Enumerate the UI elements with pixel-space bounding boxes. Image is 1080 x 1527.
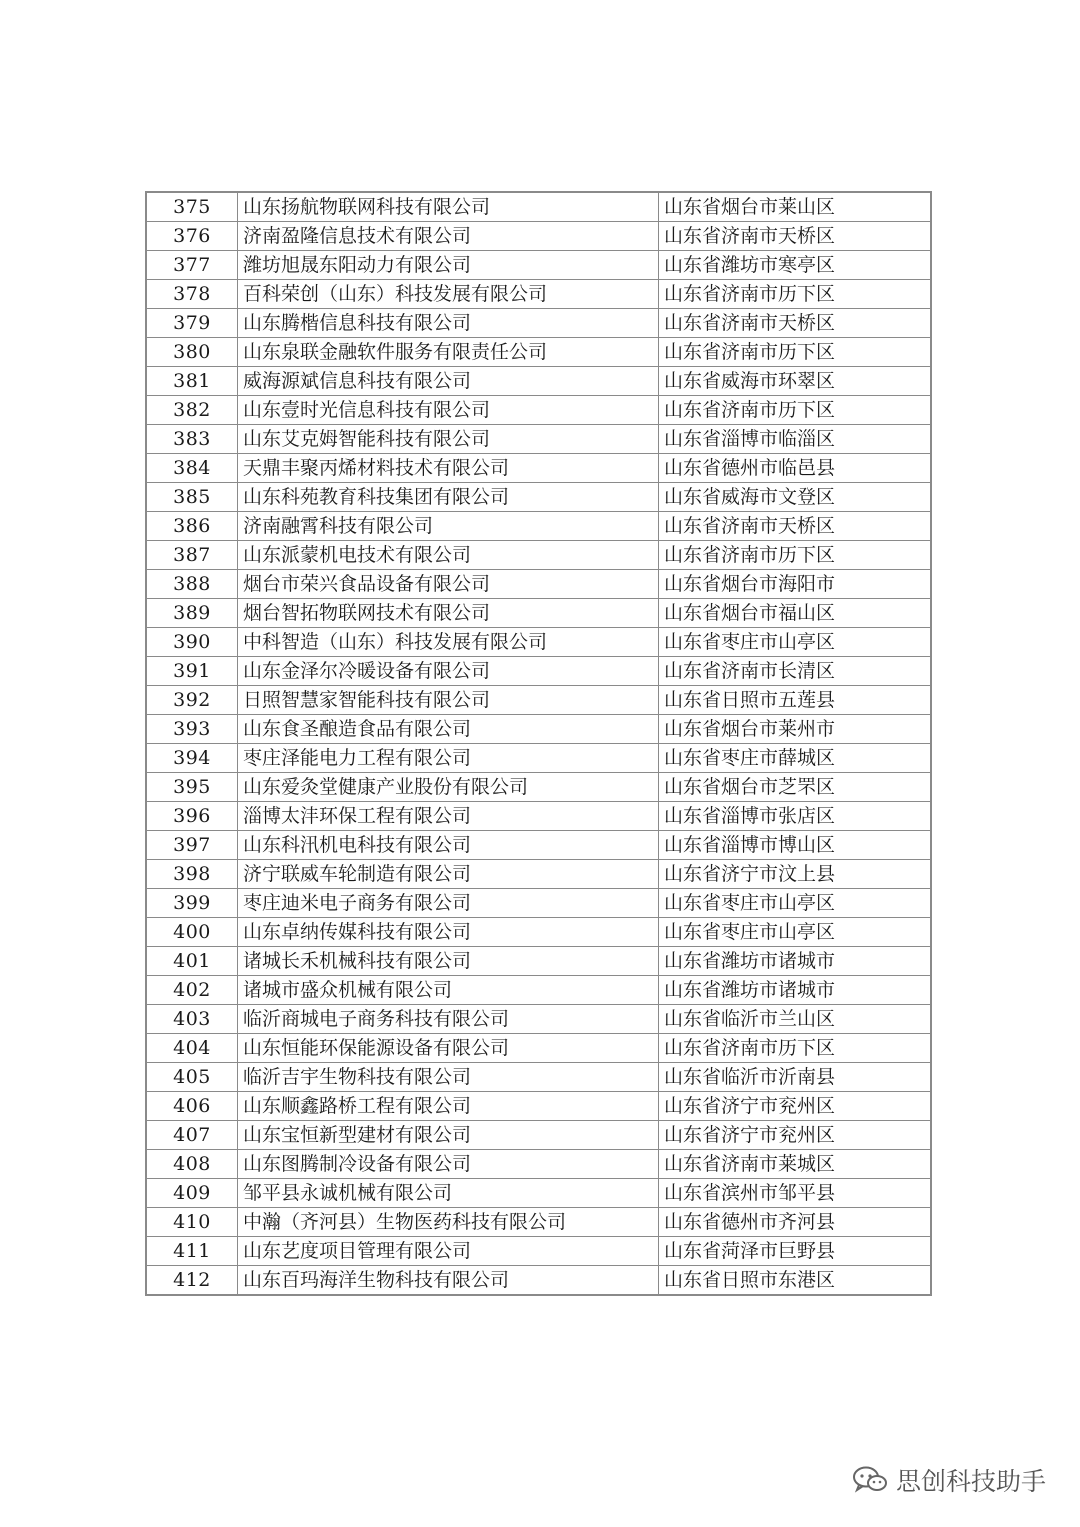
- company-name: 山东派蒙机电技术有限公司: [238, 541, 659, 570]
- company-name: 诸城长禾机械科技有限公司: [238, 947, 659, 976]
- watermark: [852, 1460, 1046, 1500]
- table-row: [146, 802, 931, 831]
- table-row: [146, 686, 931, 715]
- company-location: 山东省济宁市兖州区: [659, 1092, 932, 1121]
- table-row: [146, 570, 931, 599]
- company-name: 淄博太沣环保工程有限公司: [238, 802, 659, 831]
- company-name: 山东扬航物联网科技有限公司: [238, 192, 659, 222]
- row-number: 399: [146, 889, 238, 918]
- table-row: [146, 1208, 931, 1237]
- row-number: 408: [146, 1150, 238, 1179]
- row-number: 412: [146, 1266, 238, 1296]
- company-location: 山东省日照市五莲县: [659, 686, 932, 715]
- company-location: 山东省烟台市芝罘区: [659, 773, 932, 802]
- table-row: [146, 831, 931, 860]
- company-name: 枣庄迪米电子商务有限公司: [238, 889, 659, 918]
- table-row: [146, 541, 931, 570]
- table-row: [146, 1121, 931, 1150]
- company-name: 山东艾克姆智能科技有限公司: [238, 425, 659, 454]
- row-number: 407: [146, 1121, 238, 1150]
- row-number: 392: [146, 686, 238, 715]
- company-location: 山东省济南市长清区: [659, 657, 932, 686]
- row-number: 385: [146, 483, 238, 512]
- company-location: 山东省济宁市兖州区: [659, 1121, 932, 1150]
- row-number: 405: [146, 1063, 238, 1092]
- company-name: 山东泉联金融软件服务有限责任公司: [238, 338, 659, 367]
- row-number: 403: [146, 1005, 238, 1034]
- table-row: [146, 338, 931, 367]
- row-number: 383: [146, 425, 238, 454]
- table-row: [146, 628, 931, 657]
- company-name: 日照智慧家智能科技有限公司: [238, 686, 659, 715]
- company-location: 山东省济南市历下区: [659, 338, 932, 367]
- company-name: 百科荣创（山东）科技发展有限公司: [238, 280, 659, 309]
- company-name: 山东图腾制冷设备有限公司: [238, 1150, 659, 1179]
- company-name: 山东宝恒新型建材有限公司: [238, 1121, 659, 1150]
- company-name: 济南融霄科技有限公司: [238, 512, 659, 541]
- company-name: 山东恒能环保能源设备有限公司: [238, 1034, 659, 1063]
- row-number: 390: [146, 628, 238, 657]
- company-table-body: [146, 192, 931, 1295]
- company-location: 山东省济南市历下区: [659, 541, 932, 570]
- watermark-text: 思创科技助手: [895, 1467, 1046, 1496]
- company-name: 山东腾楷信息科技有限公司: [238, 309, 659, 338]
- company-location: 山东省淄博市博山区: [659, 831, 932, 860]
- table-row: [146, 396, 931, 425]
- company-name: 山东壹时光信息科技有限公司: [238, 396, 659, 425]
- company-name: 济南盈隆信息技术有限公司: [238, 222, 659, 251]
- table-row: [146, 1063, 931, 1092]
- company-location: 山东省枣庄市薛城区: [659, 744, 932, 773]
- company-name: 威海源斌信息科技有限公司: [238, 367, 659, 396]
- company-location: 山东省德州市临邑县: [659, 454, 932, 483]
- company-location: 山东省济南市天桥区: [659, 222, 932, 251]
- company-location: 山东省济南市天桥区: [659, 309, 932, 338]
- table-row: [146, 947, 931, 976]
- company-name: 山东卓纳传媒科技有限公司: [238, 918, 659, 947]
- company-location: 山东省潍坊市寒亭区: [659, 251, 932, 280]
- company-location: 山东省德州市齐河县: [659, 1208, 932, 1237]
- row-number: 389: [146, 599, 238, 628]
- row-number: 411: [146, 1237, 238, 1266]
- row-number: 375: [146, 192, 238, 222]
- row-number: 396: [146, 802, 238, 831]
- company-table: [145, 191, 932, 1296]
- company-location: 山东省济南市天桥区: [659, 512, 932, 541]
- table-row: [146, 454, 931, 483]
- company-location: 山东省枣庄市山亭区: [659, 918, 932, 947]
- company-location: 山东省临沂市沂南县: [659, 1063, 932, 1092]
- table-row: [146, 1005, 931, 1034]
- company-name: 天鼎丰聚丙烯材料技术有限公司: [238, 454, 659, 483]
- company-location: 山东省潍坊市诸城市: [659, 947, 932, 976]
- company-name: 山东百玛海洋生物科技有限公司: [238, 1266, 659, 1296]
- row-number: 382: [146, 396, 238, 425]
- company-name: 烟台智拓物联网技术有限公司: [238, 599, 659, 628]
- row-number: 381: [146, 367, 238, 396]
- company-name: 诸城市盛众机械有限公司: [238, 976, 659, 1005]
- company-location: 山东省济南市莱城区: [659, 1150, 932, 1179]
- company-location: 山东省济宁市汶上县: [659, 860, 932, 889]
- table-row: [146, 715, 931, 744]
- row-number: 378: [146, 280, 238, 309]
- row-number: 376: [146, 222, 238, 251]
- company-location: 山东省潍坊市诸城市: [659, 976, 932, 1005]
- company-name: 临沂吉宇生物科技有限公司: [238, 1063, 659, 1092]
- table-row: [146, 1237, 931, 1266]
- company-name: 潍坊旭晟东阳动力有限公司: [238, 251, 659, 280]
- row-number: 410: [146, 1208, 238, 1237]
- table-row: [146, 976, 931, 1005]
- row-number: 398: [146, 860, 238, 889]
- table-row: [146, 280, 931, 309]
- company-location: 山东省济南市历下区: [659, 280, 932, 309]
- table-row: [146, 367, 931, 396]
- company-name: 山东科苑教育科技集团有限公司: [238, 483, 659, 512]
- table-row: [146, 599, 931, 628]
- row-number: 409: [146, 1179, 238, 1208]
- company-name: 临沂商城电子商务科技有限公司: [238, 1005, 659, 1034]
- row-number: 386: [146, 512, 238, 541]
- row-number: 391: [146, 657, 238, 686]
- table-row: [146, 222, 931, 251]
- row-number: 387: [146, 541, 238, 570]
- table-row: [146, 1034, 931, 1063]
- row-number: 402: [146, 976, 238, 1005]
- company-name: 山东爱灸堂健康产业股份有限公司: [238, 773, 659, 802]
- company-location: 山东省济南市历下区: [659, 1034, 932, 1063]
- table-row: [146, 744, 931, 773]
- row-number: 395: [146, 773, 238, 802]
- company-name: 中科智造（山东）科技发展有限公司: [238, 628, 659, 657]
- company-location: 山东省临沂市兰山区: [659, 1005, 932, 1034]
- company-name: 山东金泽尔冷暖设备有限公司: [238, 657, 659, 686]
- company-location: 山东省枣庄市山亭区: [659, 628, 932, 657]
- company-name: 枣庄泽能电力工程有限公司: [238, 744, 659, 773]
- table-row: [146, 425, 931, 454]
- company-location: 山东省菏泽市巨野县: [659, 1237, 932, 1266]
- company-name: 山东顺鑫路桥工程有限公司: [238, 1092, 659, 1121]
- company-name: 山东艺度项目管理有限公司: [238, 1237, 659, 1266]
- company-location: 山东省烟台市莱山区: [659, 192, 932, 222]
- row-number: 384: [146, 454, 238, 483]
- company-name: 山东科汛机电科技有限公司: [238, 831, 659, 860]
- table-row: [146, 309, 931, 338]
- table-row: [146, 1179, 931, 1208]
- company-location: 山东省淄博市临淄区: [659, 425, 932, 454]
- row-number: 380: [146, 338, 238, 367]
- company-name: 烟台市荣兴食品设备有限公司: [238, 570, 659, 599]
- company-name: 济宁联威车轮制造有限公司: [238, 860, 659, 889]
- company-location: 山东省烟台市海阳市: [659, 570, 932, 599]
- row-number: 393: [146, 715, 238, 744]
- table-row: [146, 251, 931, 280]
- company-location: 山东省淄博市张店区: [659, 802, 932, 831]
- table-row: [146, 918, 931, 947]
- table-row: [146, 1150, 931, 1179]
- row-number: 379: [146, 309, 238, 338]
- table-row: [146, 483, 931, 512]
- row-number: 388: [146, 570, 238, 599]
- row-number: 404: [146, 1034, 238, 1063]
- row-number: 406: [146, 1092, 238, 1121]
- row-number: 401: [146, 947, 238, 976]
- row-number: 400: [146, 918, 238, 947]
- company-location: 山东省济南市历下区: [659, 396, 932, 425]
- table-row: [146, 773, 931, 802]
- company-location: 山东省枣庄市山亭区: [659, 889, 932, 918]
- company-location: 山东省威海市环翠区: [659, 367, 932, 396]
- company-name: 邹平县永诚机械有限公司: [238, 1179, 659, 1208]
- table-row: [146, 860, 931, 889]
- company-location: 山东省烟台市莱州市: [659, 715, 932, 744]
- table-row: [146, 657, 931, 686]
- table-row: [146, 512, 931, 541]
- table-row: [146, 889, 931, 918]
- company-location: 山东省滨州市邹平县: [659, 1179, 932, 1208]
- company-name: 山东食圣酿造食品有限公司: [238, 715, 659, 744]
- table-row: [146, 192, 931, 222]
- company-location: 山东省威海市文登区: [659, 483, 932, 512]
- company-name: 中瀚（齐河县）生物医药科技有限公司: [238, 1208, 659, 1237]
- table-row: [146, 1092, 931, 1121]
- row-number: 397: [146, 831, 238, 860]
- wechat-icon: [852, 1465, 888, 1495]
- company-location: 山东省烟台市福山区: [659, 599, 932, 628]
- company-location: 山东省日照市东港区: [659, 1266, 932, 1296]
- row-number: 394: [146, 744, 238, 773]
- row-number: 377: [146, 251, 238, 280]
- table-row: [146, 1266, 931, 1296]
